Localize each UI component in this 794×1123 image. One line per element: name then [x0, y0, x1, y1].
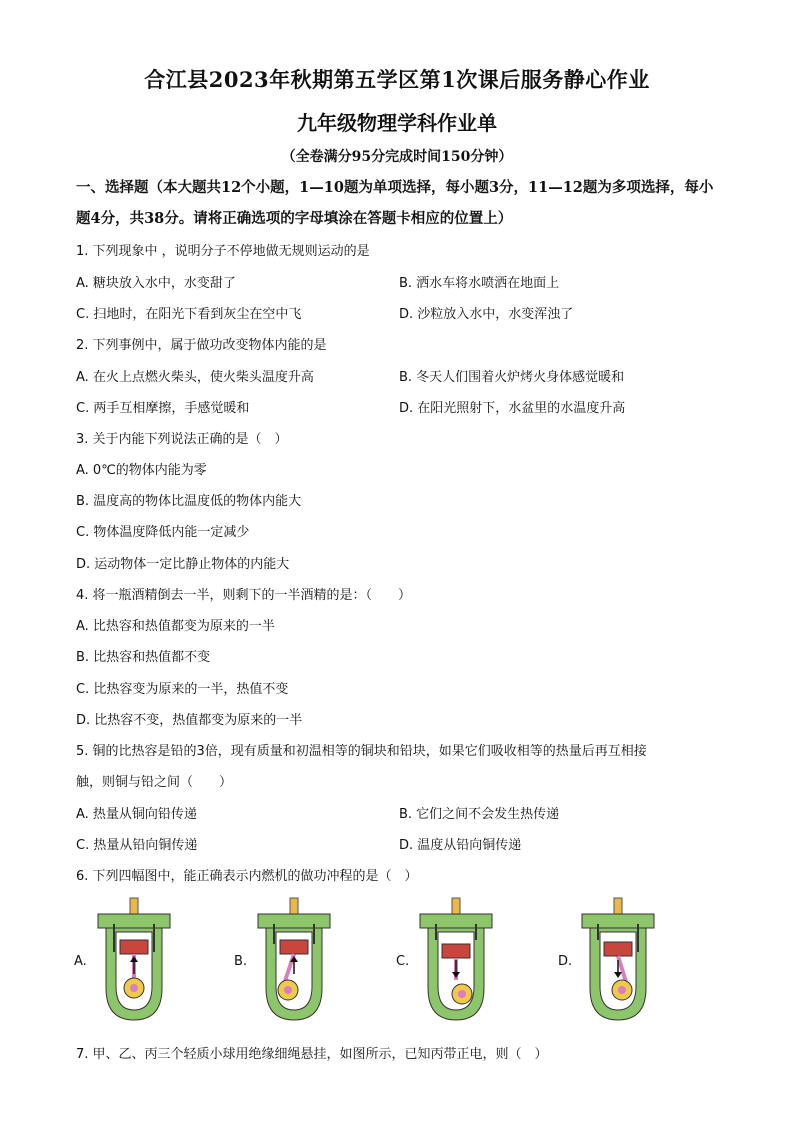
question-3-option-a: A. 0℃的物体内能为零: [76, 463, 207, 478]
question-5-option-a: A. 热量从铜向铅传递: [76, 807, 197, 822]
section-heading: 一、选择题（本大题共12个小题，1—10题为单项选择，每小题3分，11—12题为多项选择，每小题4分，共38分。请将正确选项的字母填涂在答题卡相应的位置上）: [76, 179, 714, 227]
question-2-option-b: B. 冬天人们围着火炉烤火身体感觉暖和: [399, 370, 625, 385]
question-1-option-c: C. 扫地时，在阳光下看到灰尘在空中飞: [76, 307, 302, 322]
question-4-option-d: D. 比热容不变，热值都变为原来的一半: [76, 713, 303, 728]
question-4-option-c: C. 比热容变为原来的一半，热值不变: [76, 682, 289, 697]
engine-diagram-icon: [416, 896, 496, 1026]
exam-title: 合江县2023年秋期第五学区第1次课后服务静心作业: [144, 67, 650, 92]
question-4-option-a: A. 比热容和热值都变为原来的一半: [76, 619, 275, 634]
figure-label-c: C.: [396, 954, 410, 969]
engine-figure-a: [74, 896, 224, 1026]
question-5-option-c: C. 热量从铅向铜传递: [76, 838, 198, 853]
question-1-stem: 1. 下列现象中 ，说明分子不停地做无规则运动的是: [76, 244, 370, 259]
question-2-stem: 2. 下列事例中，属于做功改变物体内能的是: [76, 338, 327, 353]
question-1-option-a: A. 糖块放入水中，水变甜了: [76, 276, 236, 291]
exam-note: （全卷满分95分完成时间150分钟）: [281, 149, 513, 165]
question-5-option-d: D. 温度从铅向铜传递: [399, 838, 522, 853]
engine-stroke-figures: [70, 896, 670, 1026]
figure-label-d: D.: [558, 954, 573, 969]
question-3-stem: 3. 关于内能下列说法正确的是（ ）: [76, 432, 288, 447]
exam-subtitle: 九年级物理学科作业单: [297, 111, 497, 135]
engine-figure-c: [396, 896, 546, 1026]
question-5-option-b: B. 它们之间不会发生热传递: [399, 807, 560, 822]
question-4-stem: 4. 将一瓶酒精倒去一半，则剩下的一半酒精的是：（ ）: [76, 588, 412, 603]
question-2-option-a: A. 在火上点燃火柴头，使火柴头温度升高: [76, 370, 314, 385]
engine-diagram-icon: [578, 896, 658, 1026]
question-3-option-d: D. 运动物体一定比静止物体的内能大: [76, 557, 290, 572]
question-4-option-b: B. 比热容和热值都不变: [76, 650, 211, 665]
question-2-option-c: C. 两手互相摩擦，手感觉暖和: [76, 401, 250, 416]
question-6-stem: 6. 下列四幅图中，能正确表示内燃机的做功冲程的是（ ）: [76, 869, 418, 884]
question-1-option-b: B. 洒水车将水喷洒在地面上: [399, 276, 560, 291]
question-2-option-d: D. 在阳光照射下，水盆里的水温度升高: [399, 401, 626, 416]
question-5-stem-line1: 5. 铜的比热容是铅的3倍，现有质量和初温相等的铜块和铅块，如果它们吸收相等的热量后再互相接: [76, 744, 647, 759]
engine-diagram-icon: [254, 896, 334, 1026]
question-5-stem-line2: 触，则铜与铅之间（ ）: [76, 775, 233, 790]
figure-label-a: A.: [74, 954, 87, 969]
engine-diagram-icon: [94, 896, 174, 1026]
question-7-stem: 7. 甲、乙、丙三个轻质小球用绝缘细绳悬挂，如图所示，已知丙带正电，则（ ）: [76, 1047, 548, 1062]
question-1-option-d: D. 沙粒放入水中，水变浑浊了: [399, 307, 574, 322]
figure-label-b: B.: [234, 954, 248, 969]
question-3-option-b: B. 温度高的物体比温度低的物体内能大: [76, 494, 302, 509]
engine-figure-b: [234, 896, 384, 1026]
engine-figure-d: [558, 896, 708, 1026]
question-3-option-c: C. 物体温度降低内能一定减少: [76, 525, 250, 540]
